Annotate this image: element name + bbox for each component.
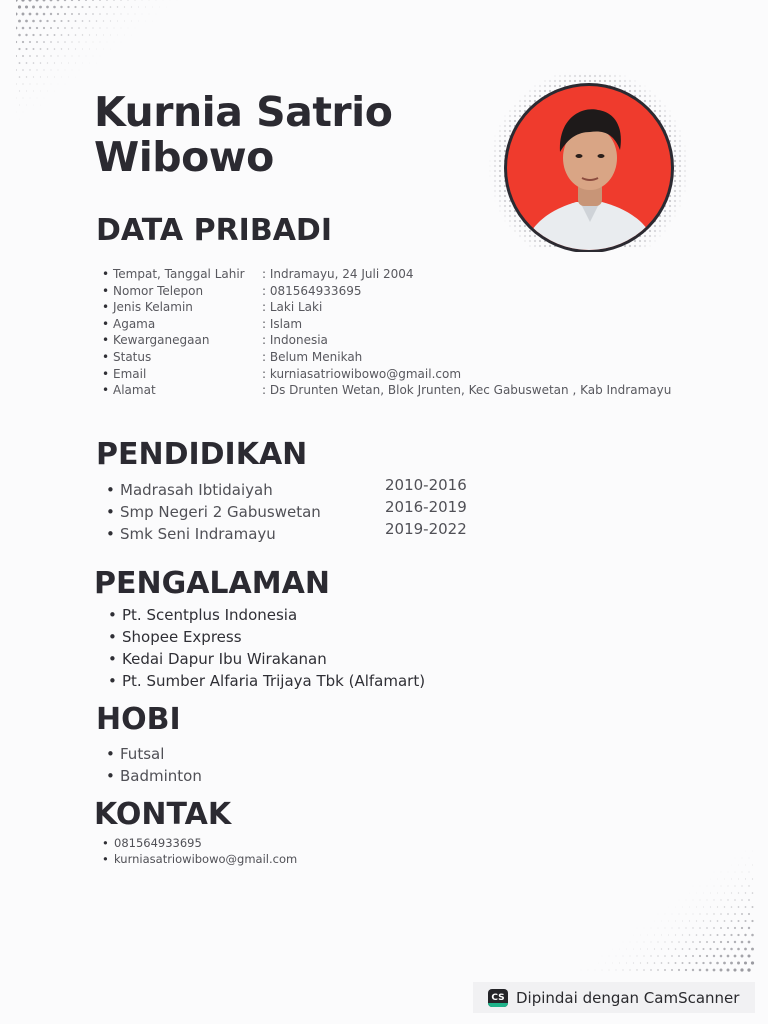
education-item [104,501,321,523]
education-list [104,479,321,545]
section-title-hobbies: HOBI [96,702,181,737]
experience-name: Kedai Dapur Ibu Wirakanan [122,650,327,668]
bullet-icon: • [106,525,115,543]
personal-info-list [100,266,671,399]
info-value: : Indonesia [262,333,328,348]
contact-value: kurniasatriowibowo@gmail.com [114,851,298,866]
hobby-name: Futsal [120,745,165,763]
education-item [104,479,321,501]
bullet-icon: • [102,349,110,364]
profile-photo [486,72,686,256]
bullet-icon: • [102,300,110,315]
personal-info-item [100,349,671,366]
experience-list [106,604,425,692]
personal-info-item [100,332,671,349]
personal-info-item [100,366,671,383]
bullet-icon: • [108,606,117,624]
experience-item [106,648,425,670]
contact-item [100,836,297,852]
hobby-item [104,743,202,765]
profile-photo-image [486,72,686,252]
experience-item [106,670,425,692]
personal-info-item [100,299,671,316]
info-label: Alamat [113,383,156,398]
info-value: : Laki Laki [262,300,323,315]
contact-list [100,836,297,867]
contact-value: 081564933695 [114,836,202,850]
bullet-icon: • [102,333,110,348]
info-label: Kewarganegaan [113,333,210,348]
info-value: : kurniasatriowibowo@gmail.com [262,366,462,381]
info-label: Jenis Kelamin [113,300,193,315]
school-name: Madrasah Ibtidaiyah [120,481,273,499]
bullet-icon: • [102,851,109,866]
camscanner-text: Dipindai dengan CamScanner [516,988,740,1007]
experience-name: Shopee Express [122,628,242,646]
experience-item [106,626,425,648]
hobby-name: Badminton [120,767,202,785]
info-value: : Islam [262,316,303,331]
bullet-icon: • [108,628,117,646]
bullet-icon: • [108,650,117,668]
dot-pattern-bottom-right [560,830,760,975]
bullet-icon: • [102,383,110,398]
contact-item [100,852,297,868]
person-name-line1: Kurnia Satrio [94,88,393,136]
school-name: Smk Seni Indramayu [120,525,276,543]
experience-item [106,604,425,626]
person-name-line2: Wibowo [94,133,274,181]
info-label: Agama [113,316,156,331]
info-value: : Belum Menikah [262,349,363,364]
experience-name: Pt. Scentplus Indonesia [122,606,298,624]
personal-info-item [100,316,671,333]
section-title-contact: KONTAK [94,797,232,832]
hobby-item [104,765,202,787]
section-title-education: PENDIDIKAN [96,437,308,472]
bullet-icon: • [102,283,110,298]
person-name [94,90,392,180]
info-label: Tempat, Tanggal Lahir [113,267,245,281]
info-label: Email [113,366,147,381]
section-title-personal: DATA PRIBADI [96,213,332,248]
info-label: Status [113,349,152,364]
hobby-list [104,743,202,787]
education-years [385,474,467,540]
bullet-icon: • [106,503,115,521]
info-value: : Indramayu, 24 Juli 2004 [262,267,414,281]
personal-info-item [100,283,671,300]
education-years-item: 2019-2022 [385,520,467,538]
education-item [104,523,321,545]
info-label: Nomor Telepon [113,283,204,298]
bullet-icon: • [102,836,109,850]
bullet-icon: • [106,745,115,763]
personal-info-item [100,266,671,283]
info-value: : 081564933695 [262,283,362,298]
bullet-icon: • [108,672,117,690]
bullet-icon: • [106,481,115,499]
education-years-item: 2010-2016 [385,476,467,494]
education-years-item: 2016-2019 [385,498,467,516]
school-name: Smp Negeri 2 Gabuswetan [120,503,321,521]
experience-name: Pt. Sumber Alfaria Trijaya Tbk (Alfamart) [122,672,426,690]
bullet-icon: • [102,316,110,331]
bullet-icon: • [106,767,115,785]
info-value: : Ds Drunten Wetan, Blok Jrunten, Kec Gabuswetan , Kab Indramayu [262,383,672,398]
personal-info-item [100,382,671,399]
section-title-experience: PENGALAMAN [94,566,330,601]
camscanner-watermark [473,982,755,1013]
bullet-icon: • [102,267,110,281]
camscanner-logo-icon: CS [488,989,508,1007]
bullet-icon: • [102,366,110,381]
